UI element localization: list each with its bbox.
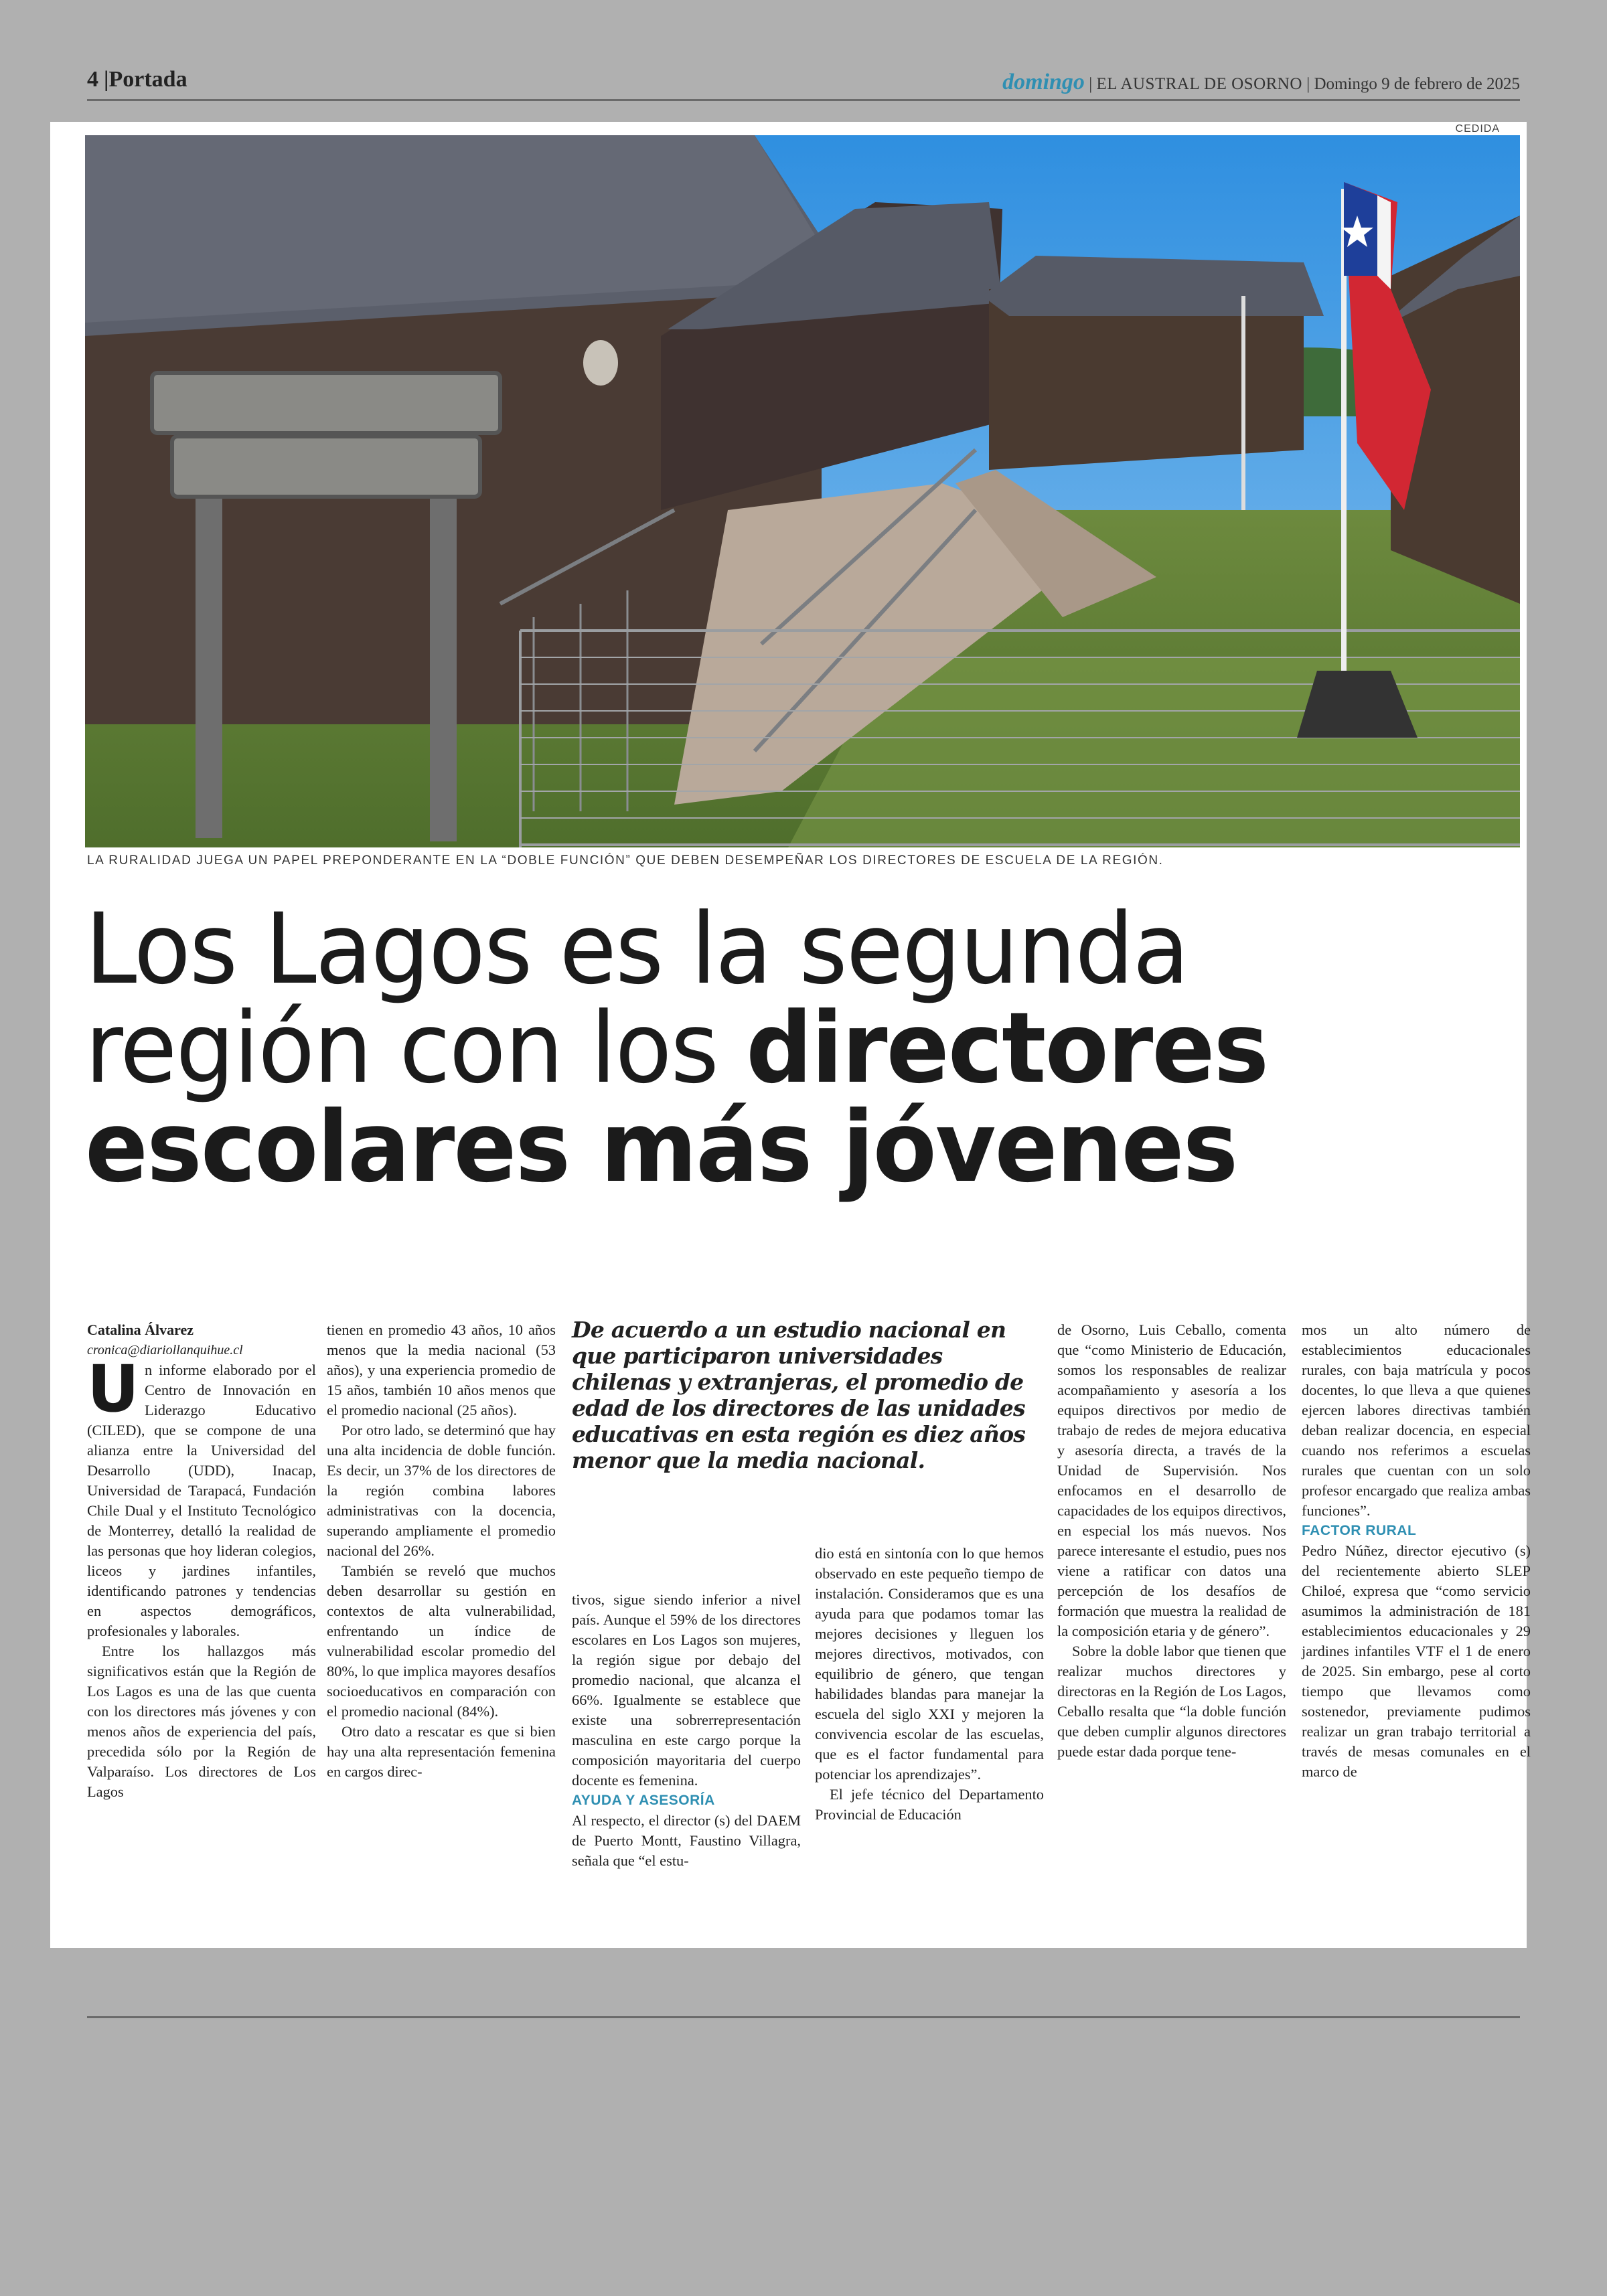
article-paragraph: Pedro Núñez, director ejecutivo (s) del recientemente abierto SLEP Chiloé, expresa que “como servicio asumimos la administración de 181 establecimientos educacionales y 29 jardines infantiles VTF el 1 de enero de 2025. Sin embargo, pese al corto tiempo que llevamos como sostenedor, previamente pudimos realizar un gran trabajo territorial a través de mesas comunales en el marco de bbox=[1302, 1542, 1531, 1780]
article-paragraph: Sobre la doble labor que tienen que realizar muchos directores y directoras en la Región de Los Lagos, Ceballo resalta que “la doble función que deben cumplir algunos directores puede estar dada porque tene- bbox=[1057, 1643, 1286, 1760]
article-paragraph: de Osorno, Luis Ceballo, comenta que “como Ministerio de Educación, somos los responsables de realizar acompañamiento y asesoría a los equipos directivos por medio de trabajo de redes de mejora educativa y asesoría directa, a través de la Unidad de Supervisión. Nos enfocamos en el desarrollo de capacidades de los equipos directivos, en especial los más nuevos. Nos parece interesante el estudio, pues nos viene a ratificar con datos una percepción de los desafíos de formación que muestra la realidad de la composición etaria y de género”. bbox=[1057, 1321, 1286, 1639]
issue-date: Domingo 9 de febrero de 2025 bbox=[1314, 75, 1520, 93]
drop-cap: U bbox=[87, 1351, 139, 1426]
lead-paragraph bbox=[87, 1351, 316, 1641]
newspaper-name: EL AUSTRAL DE OSORNO bbox=[1096, 75, 1302, 93]
subhead-factor-rural: FACTOR RURAL bbox=[1302, 1523, 1417, 1538]
supplement-name: domingo bbox=[1002, 70, 1085, 94]
folio-right: domingo | EL AUSTRAL DE OSORNO | Domingo 9 de febrero de 2025 bbox=[1002, 70, 1520, 94]
article-paragraph: Al respecto, el director (s) del DAEM de Puerto Montt, Faustino Villagra, señala que “el estu- bbox=[572, 1812, 801, 1869]
article-paragraph: Por otro lado, se determinó que hay una alta incidencia de doble función. Es decir, un 37% de los directores de la región combina labores administrativas con la docencia, superando ampliamente el promedio nacional del 26%. bbox=[327, 1422, 556, 1559]
article-paragraph: tienen en promedio 43 años, 10 años menos que la media nacional (53 años), y una experiencia promedio de 15 años, también 10 años menos que el promedio nacional (25 años). bbox=[327, 1321, 556, 1418]
article-paragraph: El jefe técnico del Departamento Provincial de Educación bbox=[815, 1786, 1044, 1823]
article-paragraph: mos un alto número de establecimientos educacionales rurales, con baja matrícula y pocos docentes, lo que lleva a que quienes ejercen labores directivas también deban realizar docencia, en especial cuando nos referimos a escuelas rurales que cuentan con un solo profesor encargado que realiza ambas funciones”. bbox=[1302, 1321, 1531, 1519]
article-page bbox=[50, 122, 1531, 1948]
headline-line-2-bold: directores bbox=[746, 991, 1268, 1105]
headline-line-3: escolares más jóvenes bbox=[85, 1090, 1237, 1204]
headline bbox=[85, 892, 1518, 1204]
headline-line-2-light: región con los bbox=[85, 991, 747, 1105]
page-folio bbox=[87, 67, 1520, 101]
photo-credit: CEDIDA bbox=[1455, 123, 1500, 135]
headline-line-2 bbox=[85, 991, 1446, 1105]
folio-left: 4 |Portada bbox=[87, 67, 187, 92]
subhead-ayuda-asesoria: AYUDA Y ASESORÍA bbox=[572, 1793, 715, 1808]
article-paragraph: Otro dato a rescatar es que si bien hay una alta representación femenina en cargos direc- bbox=[327, 1723, 556, 1780]
article-column-1 bbox=[87, 1320, 316, 1802]
photo-caption: LA RURALIDAD JUEGA UN PAPEL PREPONDERANTE EN LA “DOBLE FUNCIÓN” QUE DEBEN DESEMPEÑAR LOS DIRECTORES DE ESCUELA DE LA REGIÓN. bbox=[87, 853, 1164, 868]
page-number: 4 bbox=[87, 67, 98, 92]
section-name: Portada bbox=[108, 67, 187, 92]
article-column-3 bbox=[572, 1590, 801, 1871]
author-email: cronica@diariollanquihue.cl bbox=[87, 1343, 243, 1358]
article-paragraph: Entre los hallazgos más significativos están que la Región de Los Lagos es una de las que cuenta con los directores más jóvenes y con menos años de experiencia del país, precedida sólo por la Región de Valparaíso. Los directores de Los Lagos bbox=[87, 1643, 316, 1800]
school-photo-illustration bbox=[85, 135, 1520, 847]
author-byline: Catalina Álvarez bbox=[87, 1321, 194, 1338]
article-paragraph: También se reveló que muchos deben desarrollar su gestión en contextos de alta vulnerabilidad, enfrentando un índice de vulnerabilidad escolar promedio del 80%, lo que implica mayores desafíos socioeducativos en comparación con el promedio nacional (84%). bbox=[327, 1562, 556, 1720]
article-paragraph: dio está en sintonía con lo que hemos observado en este pequeño tiempo de instalación. Consideramos que es una ayuda para que podamos tomar las mejores decisiones y lleguen los mejores directivos, motivados, con equilibrio de género, que tengan habilidades blandas para manejar la escuela del siglo XXI y mejoren la convivencia escolar de las escuelas, que es el factor fundamental para potenciar los aprendizajes”. bbox=[815, 1545, 1044, 1783]
bottom-divider bbox=[87, 2016, 1520, 2018]
article-column-2 bbox=[327, 1320, 556, 1782]
article-column-5 bbox=[1057, 1320, 1286, 1762]
article-column-6 bbox=[1302, 1320, 1531, 1782]
article-paragraph: tivos, sigue siendo inferior a nivel país. Aunque el 59% de los directores escolares en Los Lagos son mujeres, la región sigue por debajo del promedio nacional, que alcanza el 66%. Igualmente se establece que existe una sobrerrepresentación masculina en este cargo porque la composición mayoritaria del cuerpo docente es femenina. bbox=[572, 1591, 801, 1789]
article-deck: De acuerdo a un estudio nacional en que participaron universidades chilenas y extranjeras, el promedio de edad de los directores de las unidades educativas en esta región es diez años menor que la media nacional. bbox=[572, 1317, 1026, 1473]
article-column-4 bbox=[815, 1544, 1044, 1825]
lead-paragraph-text: n informe elaborado por el Centro de Innovación en Liderazgo Educativo (CILED), que se compone de una alianza entre la Universidad del Desarrollo (UDD), Inacap, Universidad de Tarapacá, Fundación Chile Dual y el Instituto Tecnológico de Monterrey, detalló la realidad de las personas que hoy lideran colegios, liceos y jardines infantiles, identificando patrones y tendencias en aspectos demográficos, profesionales y laborales. bbox=[87, 1362, 316, 1639]
headline-line-1: Los Lagos es la segunda bbox=[85, 892, 1189, 1006]
school-photo bbox=[85, 135, 1520, 847]
